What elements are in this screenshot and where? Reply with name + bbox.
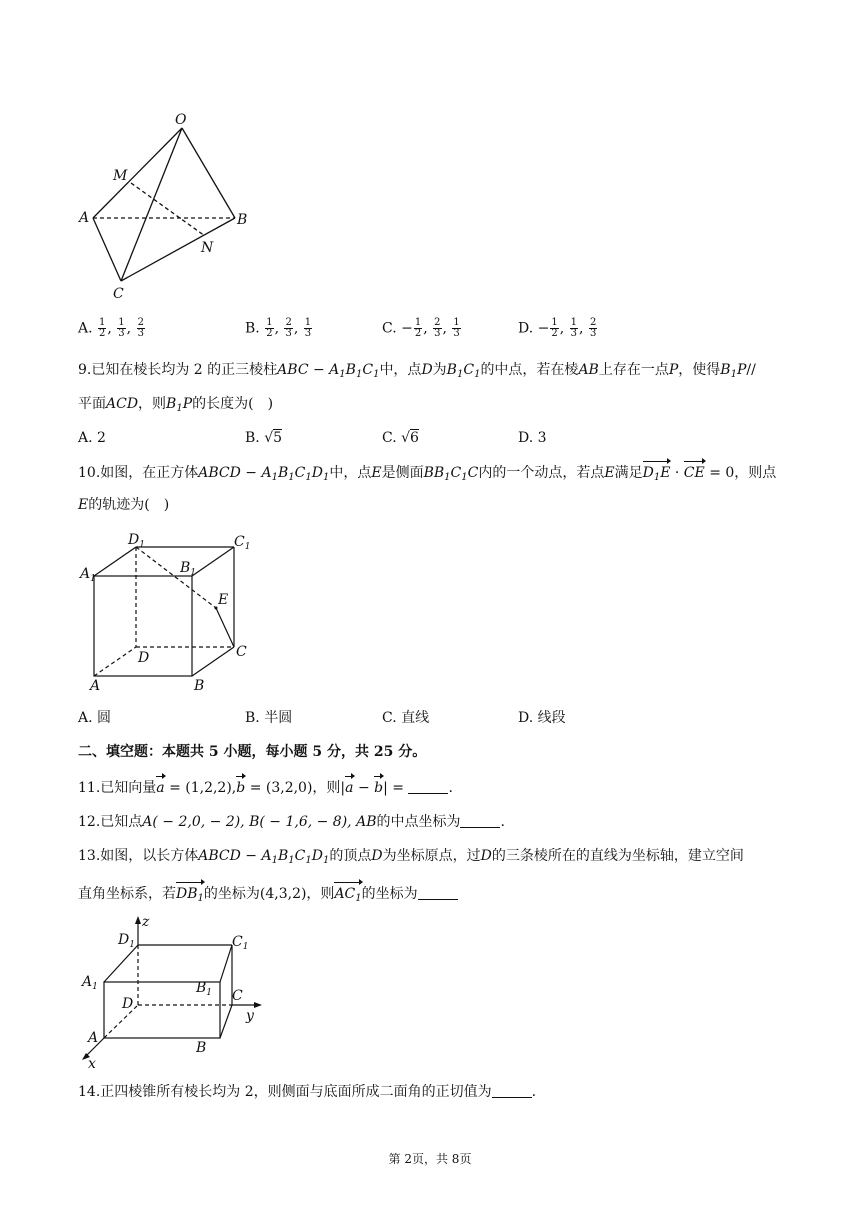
label-B1: $B_1$ xyxy=(196,980,213,998)
label-C: C xyxy=(232,988,243,1004)
label-z: z xyxy=(142,914,150,930)
label-C: C xyxy=(236,644,247,660)
q10-option-a: A. 圆 xyxy=(78,710,112,726)
cube-figure xyxy=(78,530,258,695)
label-D1: $D_1$ xyxy=(118,932,135,950)
cuboid-axes-figure xyxy=(78,912,278,1072)
q14-line: 14.正四棱锥所有棱长均为 2，则侧面与底面所成二面角的正切值为 . xyxy=(78,1084,537,1100)
option-letter: B. xyxy=(245,320,260,337)
option-letter: A. xyxy=(78,320,93,337)
q9-option-d: D. 3 xyxy=(518,430,547,446)
label-A: A xyxy=(88,1030,99,1046)
section-heading: 二、填空题：本题共 5 小题，每小题 5 分，共 25 分。 xyxy=(78,744,427,760)
q9-option-a: A. 2 xyxy=(78,430,106,446)
q12-line: 12.已知点A( − 2,0, − 2), B( − 1,6, − 8), AB的中点坐标为 . xyxy=(78,814,505,830)
q10-line-1: 10.如图，在正方体ABCD − $A_1B_1C_1D_1$中，点E是侧面$BB_1C_1C$内的一个动点，若点E满足$D_1E$ · CE = 0，则点 xyxy=(78,463,776,488)
q9-option-b: B. √5 xyxy=(245,430,283,446)
answer-blank[interactable] xyxy=(460,813,500,828)
label-D1: $D_1$ xyxy=(128,532,145,550)
option-letter: D. xyxy=(518,320,534,337)
q11-line: 11.已知向量a = (1,2,2),b = (3,2,0)，则|a − b| = . xyxy=(78,780,453,796)
q8-option-a: A. $\frac{1}{2}$ , $\frac{1}{3}$ , $\frac{2}{3}$ xyxy=(78,317,144,339)
label-B: B xyxy=(237,212,248,228)
label-A: A xyxy=(90,678,101,694)
label-x: x xyxy=(88,1056,96,1072)
option-letter: C. xyxy=(382,320,397,337)
label-B: B xyxy=(194,678,205,694)
q10-option-b: B. 半圆 xyxy=(245,710,293,726)
label-D: D xyxy=(138,650,150,666)
q10-option-c: C. 直线 xyxy=(382,710,430,726)
label-y: y xyxy=(246,1008,254,1024)
label-D: D xyxy=(122,996,134,1012)
label-O: O xyxy=(175,112,187,128)
q8-option-c: C. − $\frac{1}{2}$ , $\frac{2}{3}$ , $\frac{1}{3}$ xyxy=(382,317,460,339)
label-C1: $C_1$ xyxy=(232,934,249,952)
label-E: E xyxy=(218,592,229,608)
label-C: C xyxy=(113,286,124,302)
q8-option-d: D. − $\frac{1}{2}$ , $\frac{1}{3}$ , $\frac{2}{3}$ xyxy=(518,317,597,339)
answer-blank[interactable] xyxy=(492,1083,532,1098)
q13-line-2: 直角坐标系，若$DB_1$的坐标为(4,3,2)，则$AC_1$的坐标为 xyxy=(78,884,458,909)
answer-blank[interactable] xyxy=(418,885,458,900)
q10-line-2: E的轨迹为( ) xyxy=(78,497,170,513)
page-footer: 第 2页，共 8页 xyxy=(388,1152,472,1166)
label-B: B xyxy=(196,1040,207,1056)
q10-option-d: D. 线段 xyxy=(518,710,566,726)
label-M: M xyxy=(113,168,128,184)
label-C1: $C_1$ xyxy=(234,534,251,552)
label-B1: $B_1$ xyxy=(180,560,197,578)
label-A1: $A_1$ xyxy=(80,566,96,584)
label-N: N xyxy=(201,240,214,256)
q9-option-c: C. √6 xyxy=(382,430,419,446)
tetrahedron-figure xyxy=(75,108,255,308)
q8-option-b: B. $\frac{1}{2}$ , $\frac{2}{3}$ , $\frac{1}{3}$ xyxy=(245,317,312,339)
q13-line-1: 13.如图，以长方体ABCD − $A_1B_1C_1D_1$的顶点D为坐标原点，过D的三条棱所在的直线为坐标轴，建立空间 xyxy=(78,848,744,866)
q9-line-1: 9.已知在棱长均为 2 的正三棱柱ABC − $A_1B_1C_1$中，点D为$B_1C_1$的中点，若在棱AB上存在一点P，使得$B_1P//$ xyxy=(78,362,756,380)
label-A1: $A_1$ xyxy=(82,974,98,992)
answer-blank[interactable] xyxy=(408,779,448,794)
q9-line-2: 平面ACD，则$B_1P$的长度为( ) xyxy=(78,396,274,414)
label-A: A xyxy=(79,210,90,226)
